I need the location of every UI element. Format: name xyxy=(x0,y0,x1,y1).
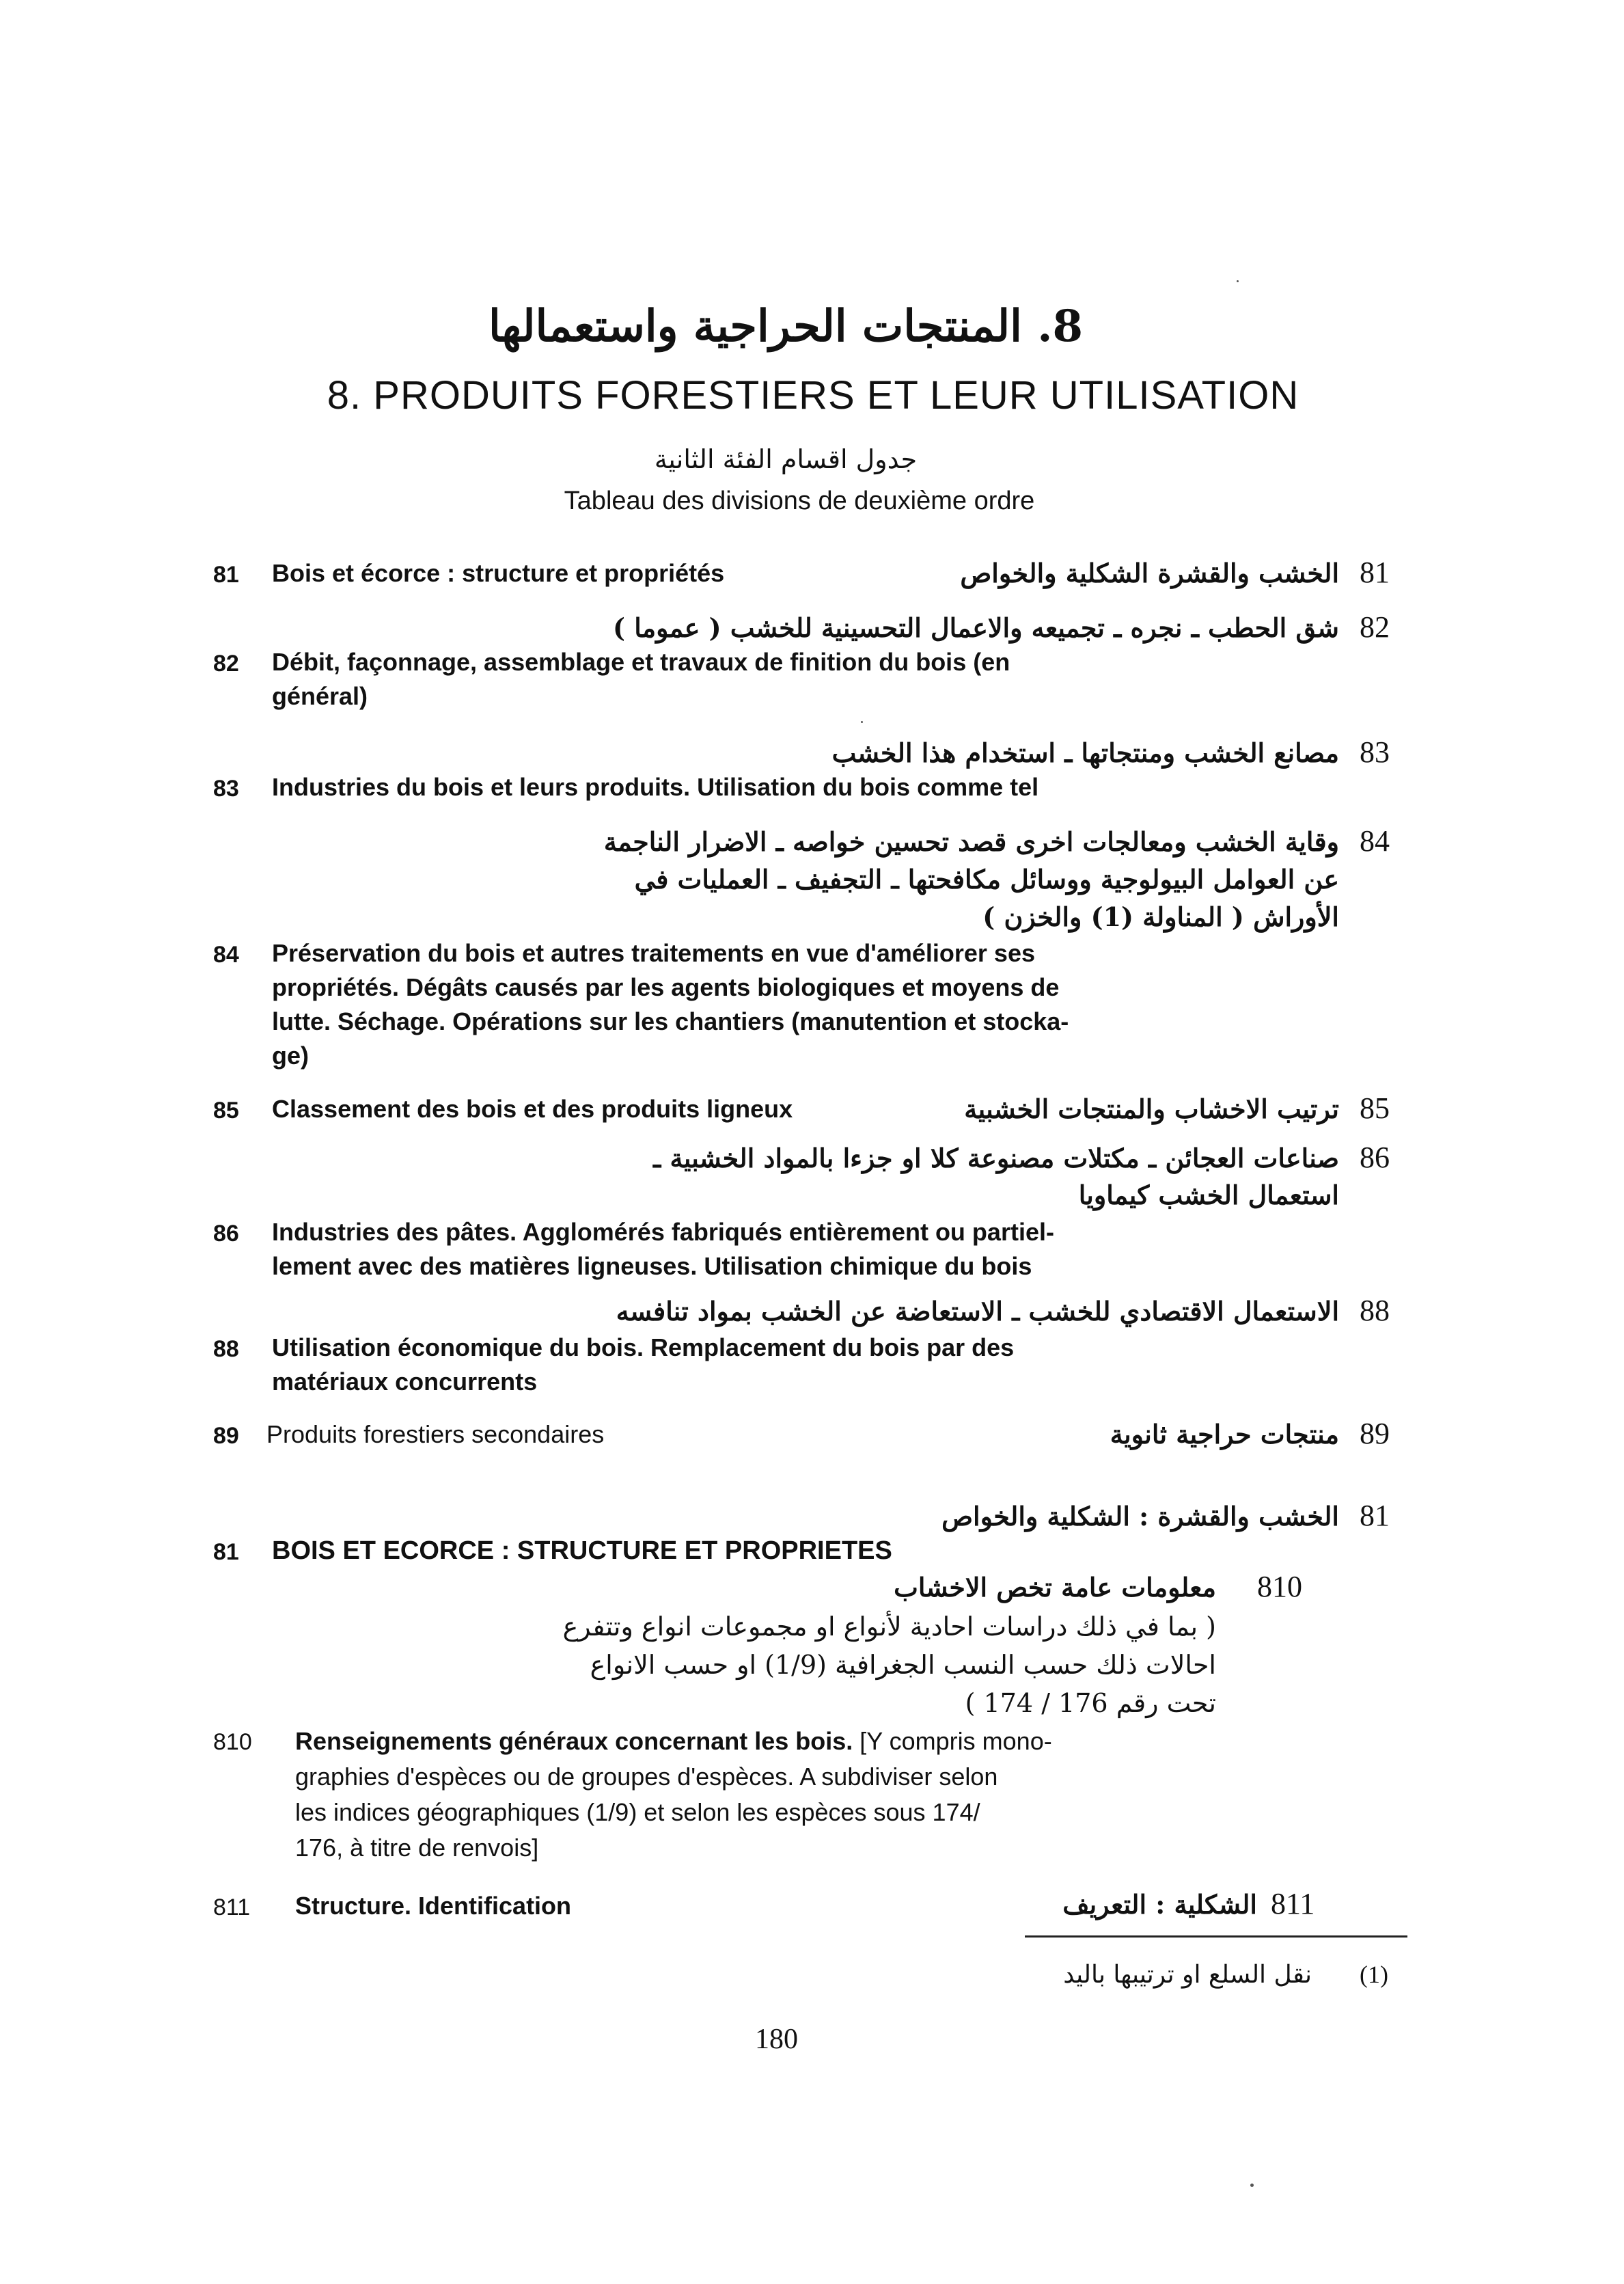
entry-83-ar: مصانع الخشب ومنتجاتها ـ استخدام هذا الخشب xyxy=(831,737,1339,768)
entry-84-ar-line1: وقاية الخشب ومعالجات اخرى قصد تحسين خواصه ـ الاضرار الناجمة xyxy=(603,826,1339,857)
chapter-title-french: 8. PRODUITS FORESTIERS ET LEUR UTILISATION xyxy=(327,373,1299,418)
entry-81-ar: الخشب والقشرة الشكلية والخواص xyxy=(960,558,1339,588)
sub-811-fr-code: 811 xyxy=(213,1894,251,1920)
entry-81-ar-code: 81 xyxy=(1360,556,1390,589)
sub-811-ar: الشكلية : التعريف xyxy=(1062,1889,1257,1920)
section-81-fr-code: 81 xyxy=(213,1539,239,1565)
entry-82-ar: شق الحطب ـ نجره ـ تجميعه والاعمال التحسينية للخشب ( عموما ) xyxy=(613,612,1339,643)
entry-84-ar-code: 84 xyxy=(1360,824,1390,858)
entry-88-fr-code: 88 xyxy=(213,1336,239,1362)
sub-810-fr-line2: graphies d'espèces ou de groupes d'espèces. A subdiviser selon xyxy=(295,1763,998,1791)
entry-88-ar: الاستعمال الاقتصادي للخشب ـ الاستعاضة عن الخشب بمواد تنافسه xyxy=(616,1296,1339,1327)
entry-84-fr-line3: lutte. Séchage. Opérations sur les chantiers (manutention et stocka- xyxy=(272,1007,1069,1035)
entry-84-fr-code: 84 xyxy=(213,942,239,968)
sub-810-ar-line3: تحت رقم 176 / 174 ) xyxy=(965,1688,1216,1718)
entry-82-fr-line2: général) xyxy=(272,682,368,710)
entry-84-fr-line2: propriétés. Dégâts causés par les agents biologiques et moyens de xyxy=(272,973,1060,1001)
entry-85-ar: ترتيب الاخشاب والمنتجات الخشبية xyxy=(964,1093,1339,1124)
page-number: 180 xyxy=(755,2024,798,2055)
entry-86-fr-line1: Industries des pâtes. Agglomérés fabriqués entièrement ou partiel- xyxy=(272,1218,1054,1246)
sub-810-fr-code: 810 xyxy=(213,1729,252,1755)
entry-85-ar-code: 85 xyxy=(1360,1091,1390,1125)
entry-89-fr-code: 89 xyxy=(213,1423,239,1449)
sub-810-fr-bold: Renseignements généraux concernant les bois. xyxy=(295,1727,853,1755)
sub-811-ar-code: 811 xyxy=(1271,1887,1315,1920)
entry-86-ar-code: 86 xyxy=(1360,1141,1390,1174)
entry-89-fr: Produits forestiers secondaires xyxy=(266,1420,605,1448)
entry-86-fr-code: 86 xyxy=(213,1221,239,1247)
entry-82-fr-line1: Débit, façonnage, assemblage et travaux de finition du bois (en xyxy=(272,648,1010,676)
entry-83-fr-code: 83 xyxy=(213,776,239,802)
sub-810-title-ar: معلومات عامة تخص الاخشاب xyxy=(894,1572,1216,1603)
section-81-title-ar: الخشب والقشرة : الشكلية والخواص xyxy=(941,1501,1339,1532)
entry-89-ar-code: 89 xyxy=(1360,1417,1390,1450)
entry-85-fr-code: 85 xyxy=(213,1098,239,1124)
section-81-ar-code: 81 xyxy=(1360,1499,1390,1532)
sub-811-fr: Structure. Identification xyxy=(295,1892,572,1920)
sub-810-fr-text1: [Y compris mono- xyxy=(859,1727,1052,1755)
footnote-marker: (1) xyxy=(1360,1961,1388,1988)
entry-81-fr-code: 81 xyxy=(213,562,239,588)
footnote-text: نقل السلع او ترتيبها باليد xyxy=(1063,1961,1312,1989)
entry-84-fr-line1: Préservation du bois et autres traitements en vue d'améliorer ses xyxy=(272,939,1035,967)
chapter-title-arabic: 8. المنتجات الحراجية واستعمالها xyxy=(488,301,1083,352)
entry-88-ar-code: 88 xyxy=(1360,1294,1390,1327)
entry-85-fr: Classement des bois et des produits ligneux xyxy=(272,1095,793,1123)
table-subtitle-arabic: جدول اقسام الفئة الثانية xyxy=(654,444,918,474)
sub-810-ar-code: 810 xyxy=(1257,1570,1302,1603)
entry-86-ar-line2: استعمال الخشب كيماويا xyxy=(1078,1180,1339,1210)
scan-speck xyxy=(861,721,863,723)
entry-82-fr-code: 82 xyxy=(213,651,239,677)
entry-83-fr: Industries du bois et leurs produits. Utilisation du bois comme tel xyxy=(272,773,1039,801)
scan-speck xyxy=(1237,280,1239,282)
entry-82-ar-code: 82 xyxy=(1360,610,1390,644)
sub-810-ar-line1: ( بما في ذلك دراسات احادية لأنواع او مجموعات انواع وتتفرع xyxy=(562,1612,1216,1642)
sub-810-fr-line4: 176, à titre de renvois] xyxy=(295,1834,539,1862)
table-subtitle-french: Tableau des divisions de deuxième ordre xyxy=(564,487,1035,515)
sub-810-fr-line3: les indices géographiques (1/9) et selon les espèces sous 174/ xyxy=(295,1798,980,1826)
scan-speck xyxy=(1250,2184,1254,2187)
entry-84-fr-line4: ge) xyxy=(272,1042,309,1070)
sub-810-ar-line2: احالات ذلك حسب النسب الجغرافية (1/9) او حسب الانواع xyxy=(590,1650,1216,1680)
entry-81-fr: Bois et écorce : structure et propriétés xyxy=(272,559,725,587)
footnote-rule xyxy=(1025,1935,1407,1938)
entry-83-ar-code: 83 xyxy=(1360,735,1390,769)
sub-810-fr-line1 xyxy=(295,1724,1252,1759)
entry-84-ar-line3: الأوراش ( المناولة (1) والخزن ) xyxy=(982,901,1339,932)
entry-86-fr-line2: lement avec des matières ligneuses. Utilisation chimique du bois xyxy=(272,1252,1032,1280)
entry-84-ar-line2: عن العوامل البيولوجية ووسائل مكافحتها ـ التجفيف ـ العمليات في xyxy=(634,864,1339,895)
entry-86-ar-line1: صناعات العجائن ـ مكتلات مصنوعة كلا او جزءا بالمواد الخشبية ـ xyxy=(653,1143,1339,1173)
entry-88-fr-line1: Utilisation économique du bois. Remplacement du bois par des xyxy=(272,1333,1015,1361)
entry-88-fr-line2: matériaux concurrents xyxy=(272,1368,538,1396)
section-81-title-fr: BOIS ET ECORCE : STRUCTURE ET PROPRIETES xyxy=(272,1536,892,1565)
entry-89-ar: منتجات حراجية ثانوية xyxy=(1110,1419,1339,1450)
